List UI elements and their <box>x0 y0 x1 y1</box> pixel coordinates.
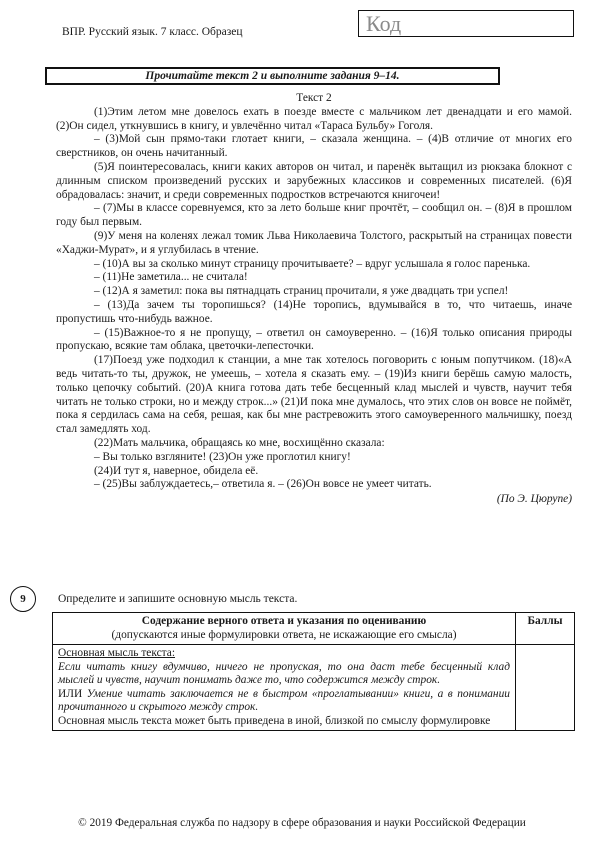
answer-note: Основная мысль текста может быть приведена в иной, близкой по смыслу формулировке <box>58 714 491 727</box>
text-paragraph: (1)Этим летом мне довелось ехать в поезде вместе с мальчиком лет двенадцати и его мамой. (2)Он сидел, уткнувшись в книгу, и увлечённо читал «Тараса Бульбу» Гоголя. <box>56 105 572 132</box>
grading-header-note: (допускаются иные формулировки ответа, не искажающие его смысла) <box>111 628 457 641</box>
grading-answer-cell <box>53 645 516 731</box>
text-paragraph: (17)Поезд уже подходил к станции, а мне так хотелось поговорить с юным попутчиком. (18)«А ведь читать-то ты, дружок, не умеешь, – хотела я сказать ему. – (19)Из книги берёшь самую малость, только цепочку событий. (20)А книга готова дать тебе бесценный клад мыслей и чувств, научит тебя читать не только строки, но и между строк...» (21)И пока мне думалось, что этих слов он вовсе не поймёт, пока я сердилась сама на себя, решая, как бы мне растревожить этого самоуверенного мальчишку, поезд стал замедлять ход. <box>56 354 572 436</box>
answer-variant-2: Умение читать заключается не в быстром «проглатывании» книги, а в понимании прочитанного и скрытого между строк. <box>58 687 510 713</box>
text-paragraph: – (25)Вы заблуждаетесь,– ответила я. – (26)Он вовсе не умеет читать. <box>94 478 432 491</box>
grading-header-content <box>53 613 516 645</box>
text-paragraph: – (7)Мы в классе соревнуемся, кто за лето больше книг прочтёт, – сообщил он. – (8)Я в прошлом году был первым. <box>56 202 572 229</box>
answer-label: Основная мысль текста: <box>58 647 176 659</box>
instruction-banner: Прочитайте текст 2 и выполните задания 9–14. <box>45 67 500 85</box>
grading-table <box>52 612 575 731</box>
answer-variant-1: Если читать книгу вдумчиво, ничего не пропуская, то она даст тебе бесценный клад мыслей и чувств, научит понимать даже то, что содержится между строк. <box>58 660 510 686</box>
task-number-badge: 9 <box>10 586 36 612</box>
text-paragraph: (22)Мать мальчика, обращаясь ко мне, восхищённо сказала: <box>94 436 385 449</box>
text-paragraph: – (12)А я заметил: пока вы пятнадцать страниц прочитали, я уже двадцать три успел! <box>94 285 509 298</box>
text-paragraph: – (11)Не заметила... не считала! <box>94 271 248 284</box>
text-paragraph: (24)И тут я, наверное, обидела её. <box>94 464 259 477</box>
code-label: Код <box>366 11 402 36</box>
text-paragraph: – (10)А вы за сколько минут страницу прочитываете? – вдруг услышала я голос паренька. <box>94 257 531 270</box>
text-title: Текст 2 <box>296 92 332 104</box>
text-paragraph: – Вы только взгляните! (23)Он уже проглотил книгу! <box>94 450 351 463</box>
text-paragraph: – (3)Мой сын прямо-таки глотает книги, – сказала женщина. – (4)В отличие от многих его сверстников, он очень начитанный. <box>56 133 572 160</box>
copyright-footer: © 2019 Федеральная служба по надзору в сфере образования и науки Российской Федерации <box>78 817 526 829</box>
answer-variant-2-wrapper <box>58 688 510 715</box>
task-prompt: Определите и запишите основную мысль текста. <box>58 593 298 605</box>
or-label: ИЛИ <box>58 687 83 700</box>
text-author: (По Э. Цюрупе) <box>496 493 572 506</box>
text-paragraph: (5)Я поинтересовалась, книги каких авторов он читал, и паренёк вытащил из рюкзака блокнот с длинным списком произведений русских и зарубежных классиков и современных писателей. (6)Я обрадовалась: значит, и среди современных подростков встречаются книгочеи! <box>56 160 572 201</box>
text-paragraph: – (13)Да зачем ты торопишься? (14)Не торопись, вдумывайся в то, что читаешь, иначе пропустишь что-нибудь важное. <box>56 298 572 325</box>
grading-header-title: Содержание верного ответа и указания по оцениванию <box>141 615 427 627</box>
grading-table-row <box>53 645 575 731</box>
grading-score-cell <box>516 645 575 731</box>
text-paragraph: – (15)Важное-то я не пропущу, – ответил он самоуверенно. – (16)Я только описания природы пропускаю, всякие там облака, цветочки-лепесточки. <box>56 326 572 353</box>
grading-table-header-row <box>53 613 575 645</box>
text-paragraph: (9)У меня на коленях лежал томик Льва Николаевича Толстого, раскрытый на страницах повести «Хаджи-Мурат», и я углубилась в чтение. <box>56 229 572 256</box>
reading-text <box>56 92 572 507</box>
grading-header-score: Баллы <box>516 613 575 645</box>
code-field[interactable] <box>358 10 574 37</box>
document-header-title: ВПР. Русский язык. 7 класс. Образец <box>62 26 243 38</box>
